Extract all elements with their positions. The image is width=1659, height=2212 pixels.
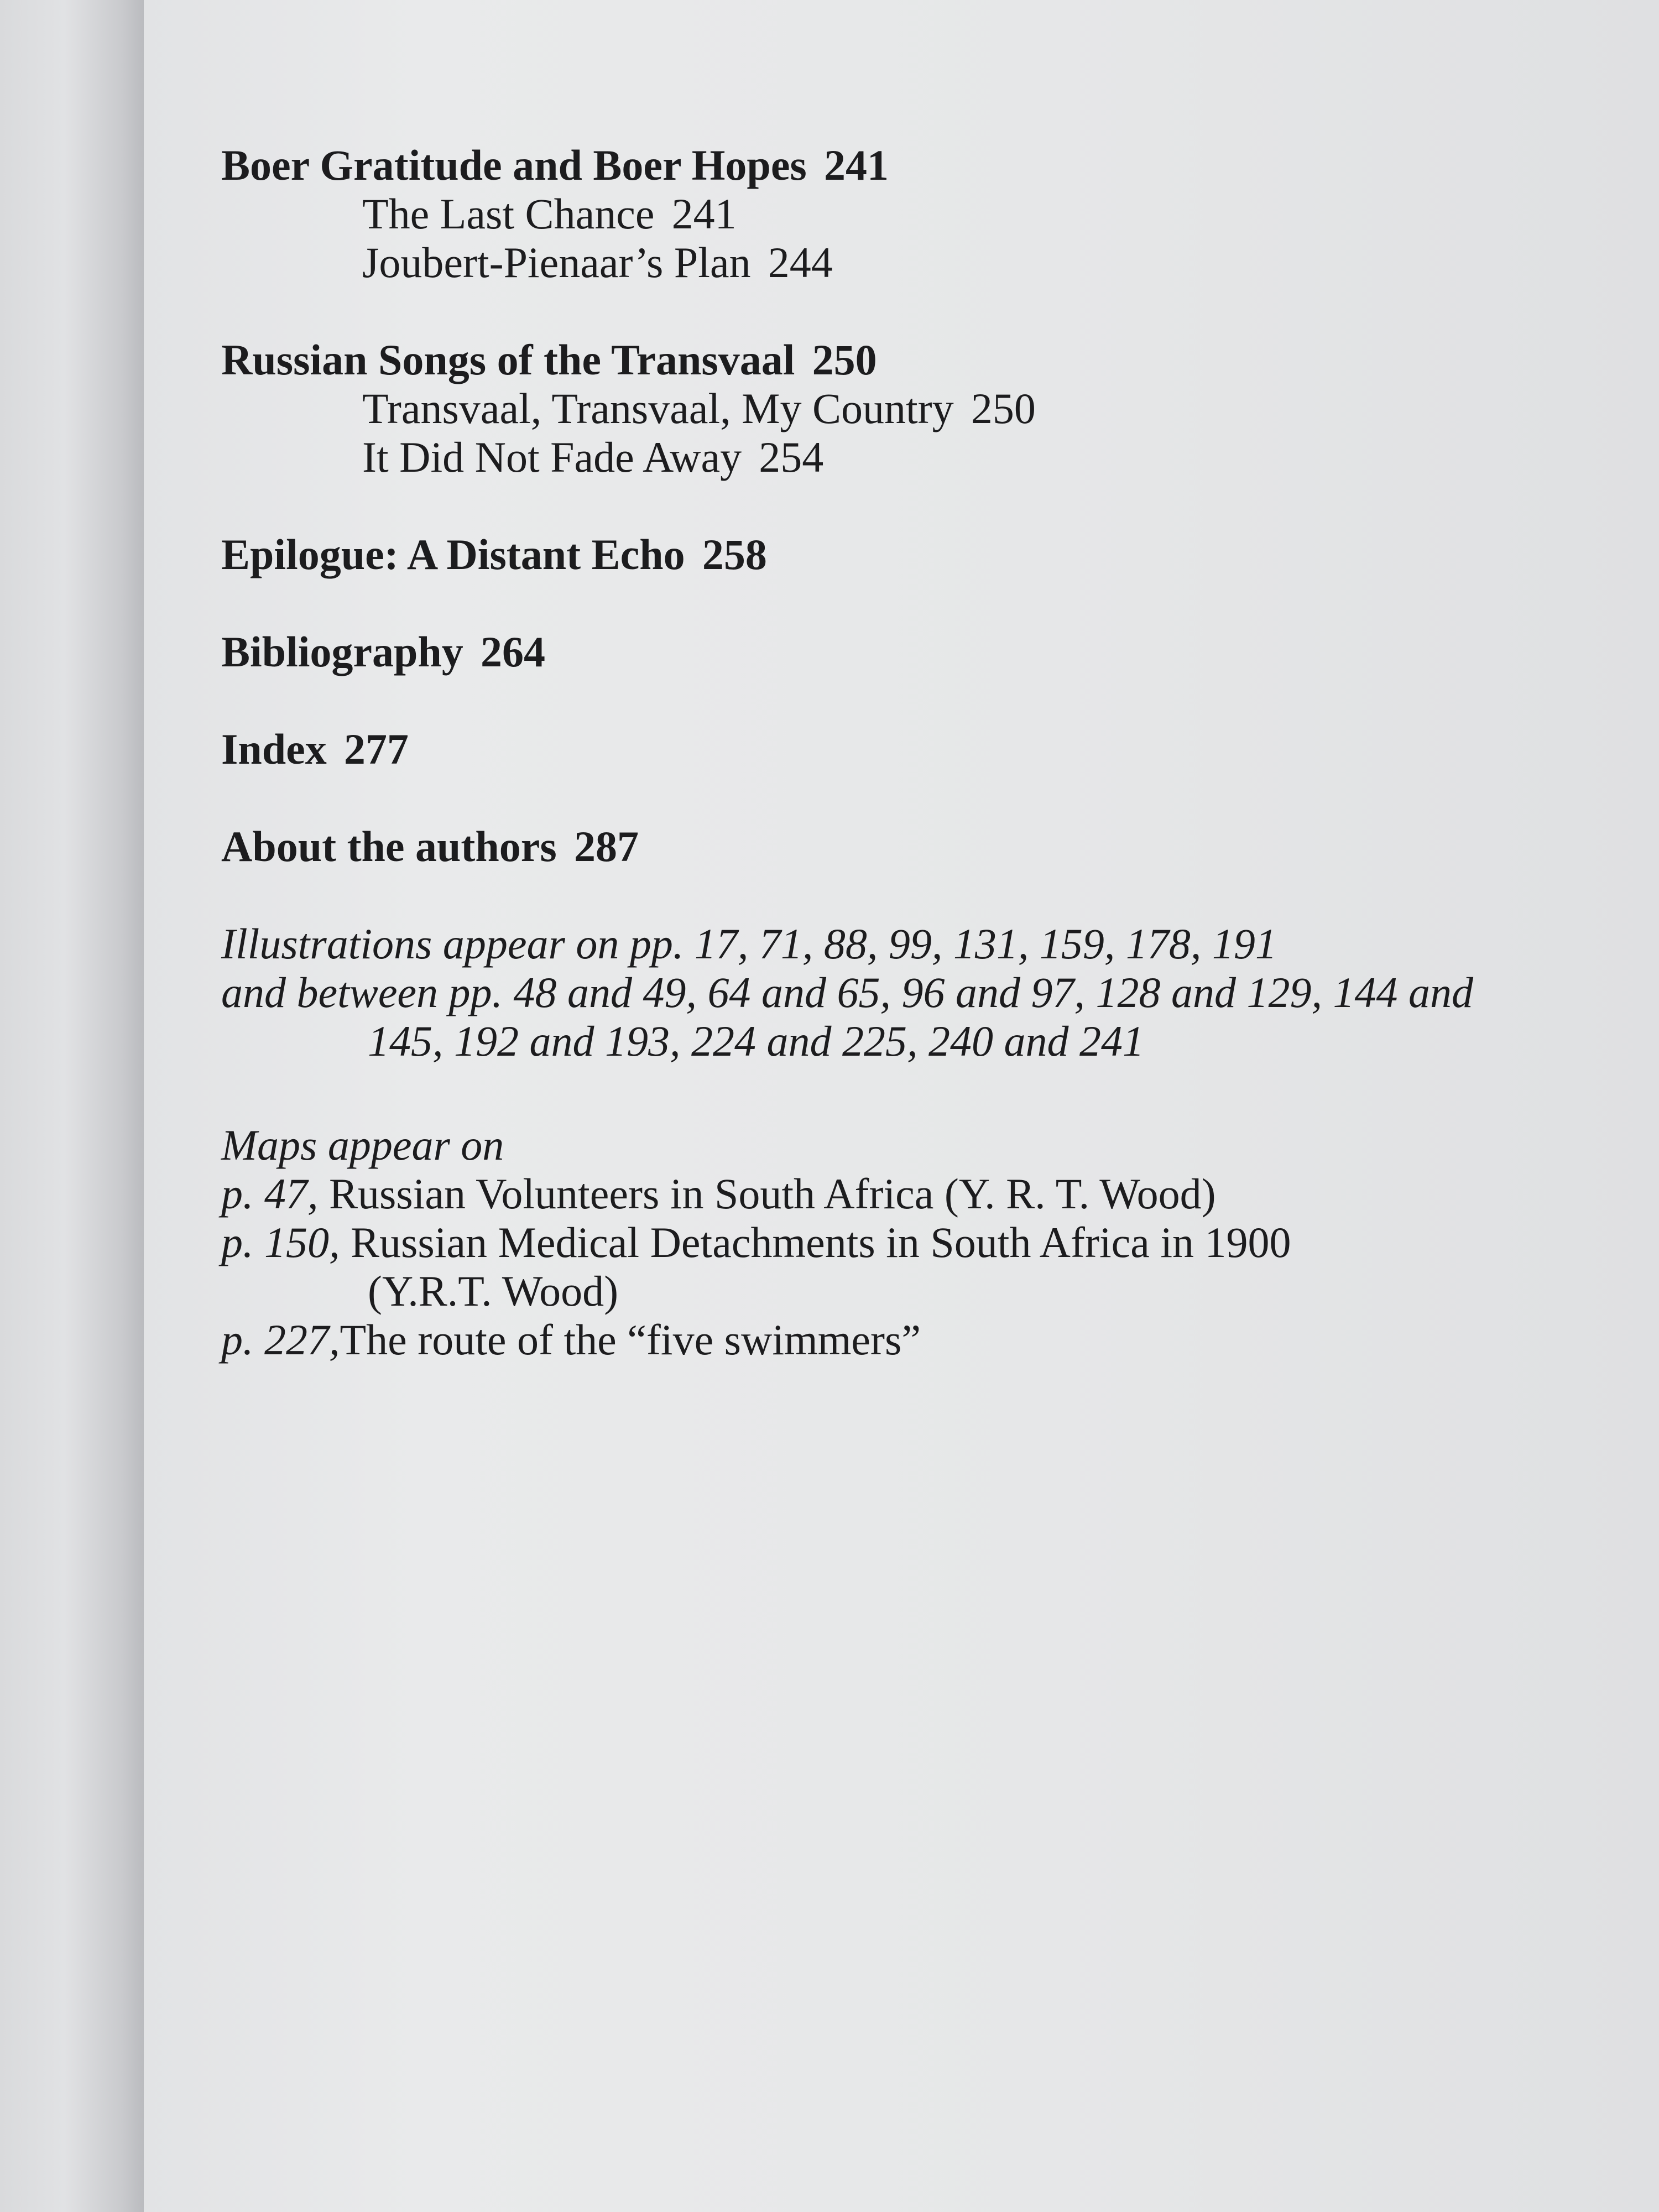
toc-entry-page: 264 xyxy=(481,628,545,676)
toc-subentry xyxy=(221,433,1604,482)
toc-entry-title: Boer Gratitude and Boer Hopes xyxy=(221,141,807,189)
toc-group-boer-gratitude xyxy=(221,141,1604,287)
map-item-continuation: (Y.R.T. Wood) xyxy=(368,1267,619,1315)
illustrations-line: and between pp. 48 and 49, 64 and 65, 96 and 97, 128 and 129, 144 and xyxy=(221,968,1474,1016)
toc-subentry-title: Joubert-Pienaar’s Plan xyxy=(362,238,751,286)
maps-heading: Maps appear on xyxy=(221,1121,504,1169)
toc-entry-page: 277 xyxy=(343,725,409,773)
toc-subentry-title: The Last Chance xyxy=(362,190,655,238)
toc-entry-page: 241 xyxy=(823,141,889,189)
toc-entry-page: 287 xyxy=(573,822,639,870)
toc-subentry-page: 250 xyxy=(971,384,1036,432)
map-item-ref: p. 150, xyxy=(221,1218,340,1266)
toc-subentry xyxy=(221,384,1604,433)
illustrations-note xyxy=(221,920,1604,1066)
map-item xyxy=(221,1316,1604,1364)
toc-subentry xyxy=(221,238,1604,287)
illustrations-line: Illustrations appear on pp. 17, 71, 88, 99, 131, 159, 178, 191 xyxy=(221,920,1277,968)
toc-about-authors xyxy=(221,822,1604,871)
toc-subentry-page: 241 xyxy=(671,190,737,238)
toc-entry-title: Index xyxy=(221,725,327,773)
toc-entry-title: Epilogue: A Distant Echo xyxy=(221,530,685,578)
toc-entry xyxy=(221,530,1604,579)
toc-subentry-page: 254 xyxy=(759,433,824,481)
toc-subentry-title: It Did Not Fade Away xyxy=(362,433,742,481)
toc-entry-title: Bibliography xyxy=(221,628,463,676)
toc-entry-title: Russian Songs of the Transvaal xyxy=(221,336,795,384)
map-item-text: The route of the “five swimmers” xyxy=(340,1316,921,1364)
map-item xyxy=(221,1218,1604,1267)
illustrations-line: 145, 192 and 193, 224 and 225, 240 and 241 xyxy=(368,1017,1144,1065)
toc-entry xyxy=(221,336,1604,384)
toc-subentry xyxy=(221,190,1604,238)
map-item xyxy=(221,1170,1604,1218)
map-item-ref: p. 227, xyxy=(221,1316,340,1364)
toc-entry xyxy=(221,725,1604,774)
toc-group-russian-songs xyxy=(221,336,1604,482)
toc-entry-page: 250 xyxy=(812,336,877,384)
map-item-ref: p. 47, xyxy=(221,1170,319,1218)
toc-epilogue xyxy=(221,530,1604,579)
table-of-contents xyxy=(221,141,1604,1364)
toc-index xyxy=(221,725,1604,774)
map-item-text: Russian Medical Detachments in South Africa in 1900 xyxy=(340,1218,1291,1266)
toc-entry-title: About the authors xyxy=(221,822,557,870)
book-gutter xyxy=(0,0,144,2212)
toc-bibliography xyxy=(221,628,1604,676)
maps-note xyxy=(221,1121,1604,1364)
toc-entry-page: 258 xyxy=(702,530,767,578)
map-item-text: Russian Volunteers in South Africa (Y. R. T. Wood) xyxy=(318,1170,1216,1218)
toc-entry xyxy=(221,822,1604,871)
toc-subentry-page: 244 xyxy=(768,238,833,286)
toc-entry xyxy=(221,141,1604,190)
toc-subentry-title: Transvaal, Transvaal, My Country xyxy=(362,384,954,432)
toc-entry xyxy=(221,628,1604,676)
